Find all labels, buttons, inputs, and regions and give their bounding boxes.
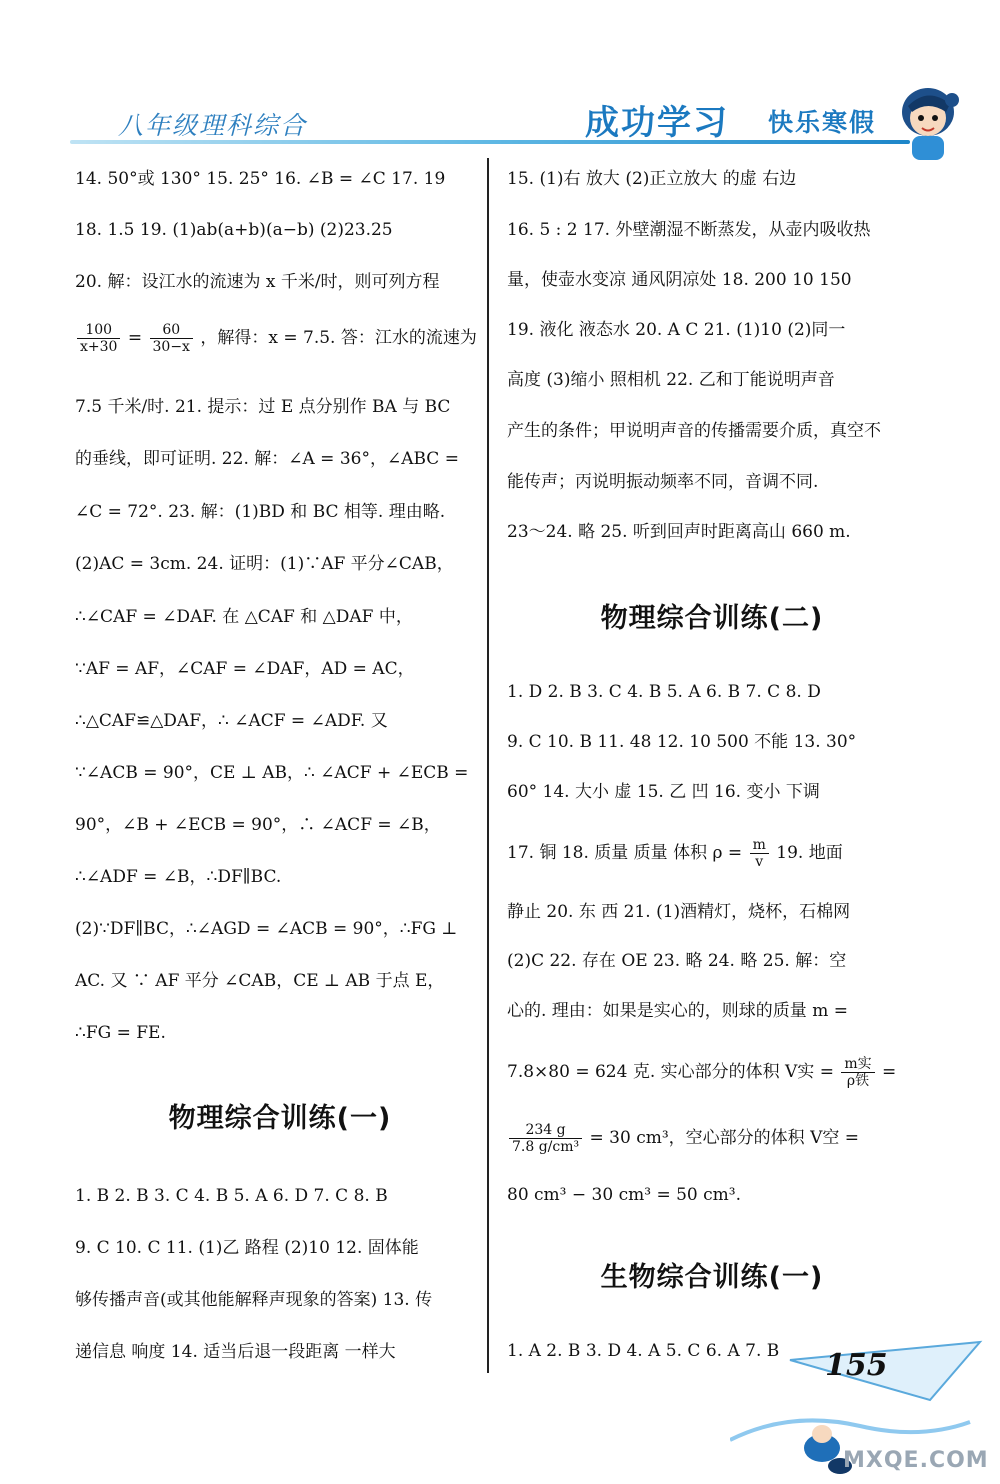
answer-line: 18. 1.5 19. (1)ab(a+b)(a−b) (2)23.25 <box>75 220 393 240</box>
answer-line: 23～24. 略 25. 听到回声时距离高山 660 m. <box>507 522 851 542</box>
column-divider <box>487 158 489 1373</box>
answer-line: (2)∵DF∥BC，∴∠AGD = ∠ACB = 90°，∴FG ⊥ <box>75 919 458 939</box>
header-subtitle: 快乐寒假 <box>768 108 877 137</box>
equation-line: $\frac{100}{x+30}$ = $\frac{60}{30-x}$ ，解得：x = 7.5. 答：江水的流速为 <box>75 322 477 355</box>
section-title-biology-1: 生物综合训练(一) <box>600 1262 824 1293</box>
answer-line: ∵∠ACB = 90°，CE ⊥ AB，∴ ∠ACF + ∠ECB = <box>75 763 469 783</box>
girl-mascot-icon <box>888 78 968 162</box>
answer-line: 递信息 响度 14. 适当后退一段距离 一样大 <box>75 1342 396 1362</box>
answer-line-density: 17. 铜 18. 质量 质量 体积 ρ = $\frac{m}{v}$ 19. 地面 <box>507 837 843 870</box>
answer-line: 静止 20. 东 西 21. (1)酒精灯，烧杯，石棉网 <box>507 902 851 922</box>
answer-line: 19. 液化 液态水 20. A C 21. (1)10 (2)同一 <box>507 320 846 340</box>
answer-line: ∠C = 72°. 23. 解：(1)BD 和 BC 相等. 理由略. <box>75 502 446 522</box>
answer-line-volume: 7.8×80 = 624 克. 实心部分的体积 V实 = $\frac{\text{m实}}{\text{ρ铁}}$ = <box>507 1056 897 1089</box>
section-title-physics-2: 物理综合训练(二) <box>600 603 824 634</box>
answer-line: 9. C 10. C 11. (1)乙 路程 (2)10 12. 固体能 <box>75 1238 419 1258</box>
answer-line: (2)AC = 3cm. 24. 证明：(1)∵AF 平分∠CAB， <box>75 554 454 574</box>
answer-line: ∴△CAF≌△DAF，∴ ∠ACF = ∠ADF. 又 <box>75 711 388 731</box>
answer-line: ∵AF = AF，∠CAF = ∠DAF，AD = AC， <box>75 659 415 679</box>
answer-line: 高度 (3)缩小 照相机 22. 乙和丁能说明声音 <box>507 370 835 390</box>
answer-line: 7.5 千米/时. 21. 提示：过 E 点分别作 BA 与 BC <box>75 397 451 417</box>
answer-line: 够传播声音(或其他能解释声现象的答案) 13. 传 <box>75 1290 433 1310</box>
section-title-physics-1: 物理综合训练(一) <box>168 1103 392 1134</box>
answer-line: ∴∠CAF = ∠DAF. 在 △CAF 和 △DAF 中， <box>75 607 413 627</box>
answer-line-hollow: $\frac{234 g}{\text{7.8 g/cm³}}$ = 30 cm³，空心部分的体积 V空 = <box>507 1122 859 1155</box>
answer-line: 能传声；丙说明振动频率不同，音调不同. <box>507 472 819 492</box>
answer-line: 60° 14. 大小 虚 15. 乙 凹 16. 变小 下调 <box>507 782 820 802</box>
answer-line: AC. 又 ∵ AF 平分 ∠CAB，CE ⊥ AB 于点 E， <box>75 971 445 991</box>
answer-line: 90°，∠B + ∠ECB = 90°，∴ ∠ACF = ∠B， <box>75 815 441 835</box>
page-header <box>0 0 1000 170</box>
answer-line: 80 cm³ − 30 cm³ = 50 cm³. <box>507 1185 741 1205</box>
watermark: MXQE.COM <box>843 1448 989 1473</box>
fraction: $\frac{m}{v}$ <box>750 837 769 870</box>
fraction: $\frac{234 g}{\text{7.8 g/cm³}}$ <box>509 1122 582 1155</box>
fraction: $\frac{60}{30-x}$ <box>150 322 193 355</box>
header-rule <box>70 140 910 144</box>
page-number: 155 <box>825 1348 888 1383</box>
answer-line: 15. (1)右 放大 (2)正立放大 的虚 右边 <box>507 169 797 189</box>
answer-line: ∴∠ADF = ∠B，∴DF∥BC. <box>75 867 282 887</box>
fraction: $\frac{100}{x+30}$ <box>77 322 120 355</box>
answer-line: 1. A 2. B 3. D 4. A 5. C 6. A 7. B <box>507 1341 780 1361</box>
answer-line: 20. 解：设江水的流速为 x 千米/时，则可列方程 <box>75 272 440 292</box>
fraction: $\frac{\text{m实}}{\text{ρ铁}}$ <box>841 1056 874 1089</box>
answer-line: 16. 5 : 2 17. 外壁潮湿不断蒸发，从壶内吸收热 <box>507 220 871 240</box>
answer-line: 1. D 2. B 3. C 4. B 5. A 6. B 7. C 8. D <box>507 682 821 702</box>
answer-line: (2)C 22. 存在 OE 23. 略 24. 略 25. 解：空 <box>507 951 847 971</box>
answer-line: 产生的条件；甲说明声音的传播需要介质，真空不 <box>507 421 881 441</box>
answer-line: 1. B 2. B 3. C 4. B 5. A 6. D 7. C 8. B <box>75 1186 388 1206</box>
answer-line: 14. 50°或 130° 15. 25° 16. ∠B = ∠C 17. 19 <box>75 169 446 189</box>
grade-title: 八年级理科综合 <box>118 111 308 140</box>
answer-line: 心的. 理由：如果是实心的，则球的质量 m = <box>507 1001 848 1021</box>
answer-line: ∴FG = FE. <box>75 1023 166 1043</box>
answer-line: 的垂线，即可证明. 22. 解：∠A = 36°，∠ABC = <box>75 449 459 469</box>
brand-title: 成功学习 <box>585 103 729 143</box>
answer-line: 量，使壶水变凉 通风阴凉处 18. 200 10 150 <box>507 270 852 290</box>
answer-line: 9. C 10. B 11. 48 12. 10 500 不能 13. 30° <box>507 732 857 752</box>
